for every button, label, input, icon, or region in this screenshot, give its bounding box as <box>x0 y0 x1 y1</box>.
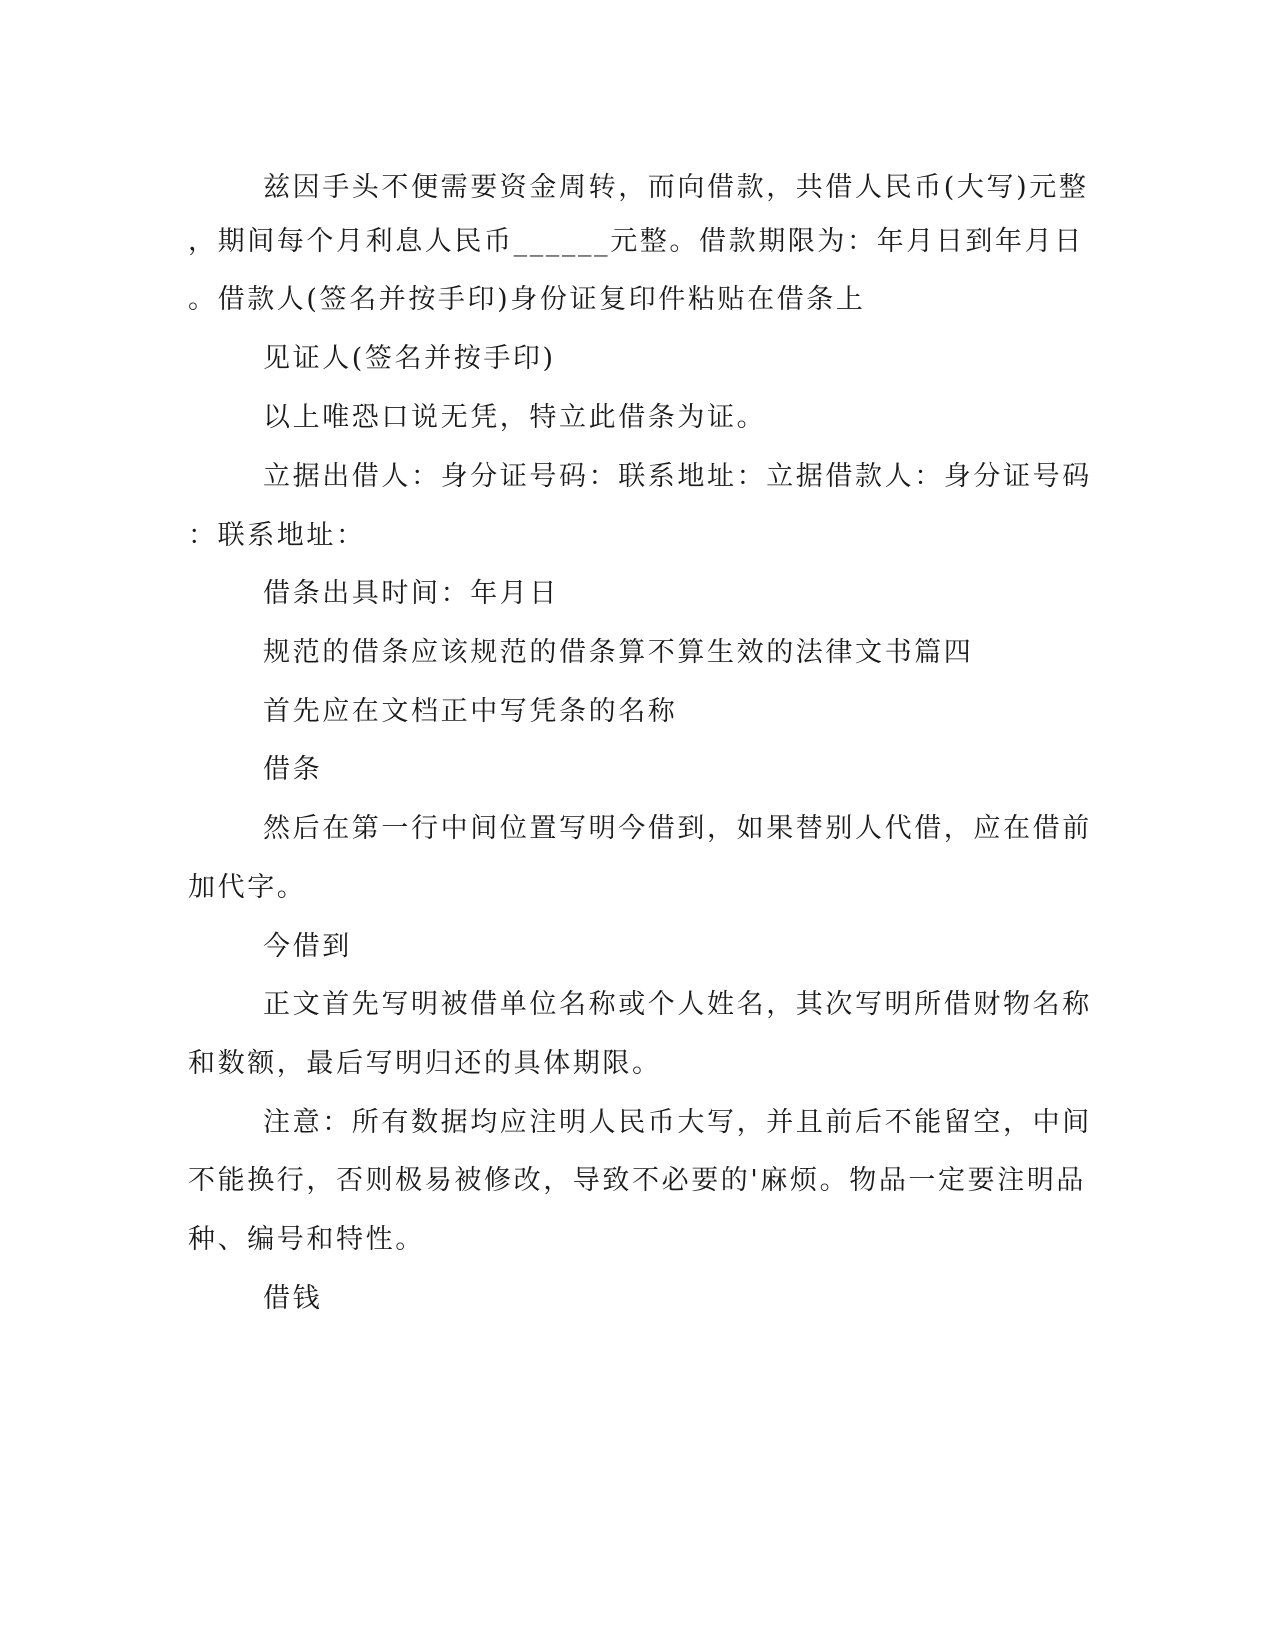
paragraph-line: 以上唯恐口说无凭，特立此借条为证。 <box>263 402 767 433</box>
section-heading: 规范的借条应该规范的借条算不算生效的法律文书篇四 <box>263 637 974 668</box>
paragraph-line: 首先应在文档正中写凭条的名称 <box>263 696 678 727</box>
paragraph-line: 兹因手头不便需要资金周转，而向借款，共借人民币(大写)元整 <box>263 172 1089 203</box>
paragraph-line: 借条出具时间：年月日 <box>263 578 559 609</box>
paragraph-line: 。借款人(签名并按手印)身份证复印件粘贴在借条上 <box>188 284 866 315</box>
paragraph-line: 见证人(签名并按手印) <box>263 343 556 374</box>
paragraph-line: 种、编号和特性。 <box>188 1224 425 1255</box>
paragraph-line: ：联系地址： <box>188 520 366 551</box>
paragraph-line: 借条 <box>263 754 323 785</box>
paragraph-line: 立据出借人：身分证号码：联系地址：立据借款人：身分证号码 <box>263 461 1092 492</box>
paragraph-line: 不能换行，否则极易被修改，导致不必要的'麻烦。物品一定要注明品 <box>188 1165 1087 1196</box>
paragraph-line: 今借到 <box>263 931 352 962</box>
paragraph-line: ，期间每个月利息人民币______元整。借款期限为：年月日到年月日 <box>188 226 1084 257</box>
paragraph-line: 然后在第一行中间位置写明今借到，如果替别人代借，应在借前 <box>263 813 1092 844</box>
paragraph-line: 加代字。 <box>188 872 307 903</box>
paragraph-line: 注意：所有数据均应注明人民币大写，并且前后不能留空，中间 <box>263 1107 1092 1138</box>
paragraph-line: 借钱 <box>263 1283 323 1314</box>
paragraph-line: 和数额，最后写明归还的具体期限。 <box>188 1048 662 1079</box>
paragraph-line: 正文首先写明被借单位名称或个人姓名，其次写明所借财物名称 <box>263 989 1092 1020</box>
